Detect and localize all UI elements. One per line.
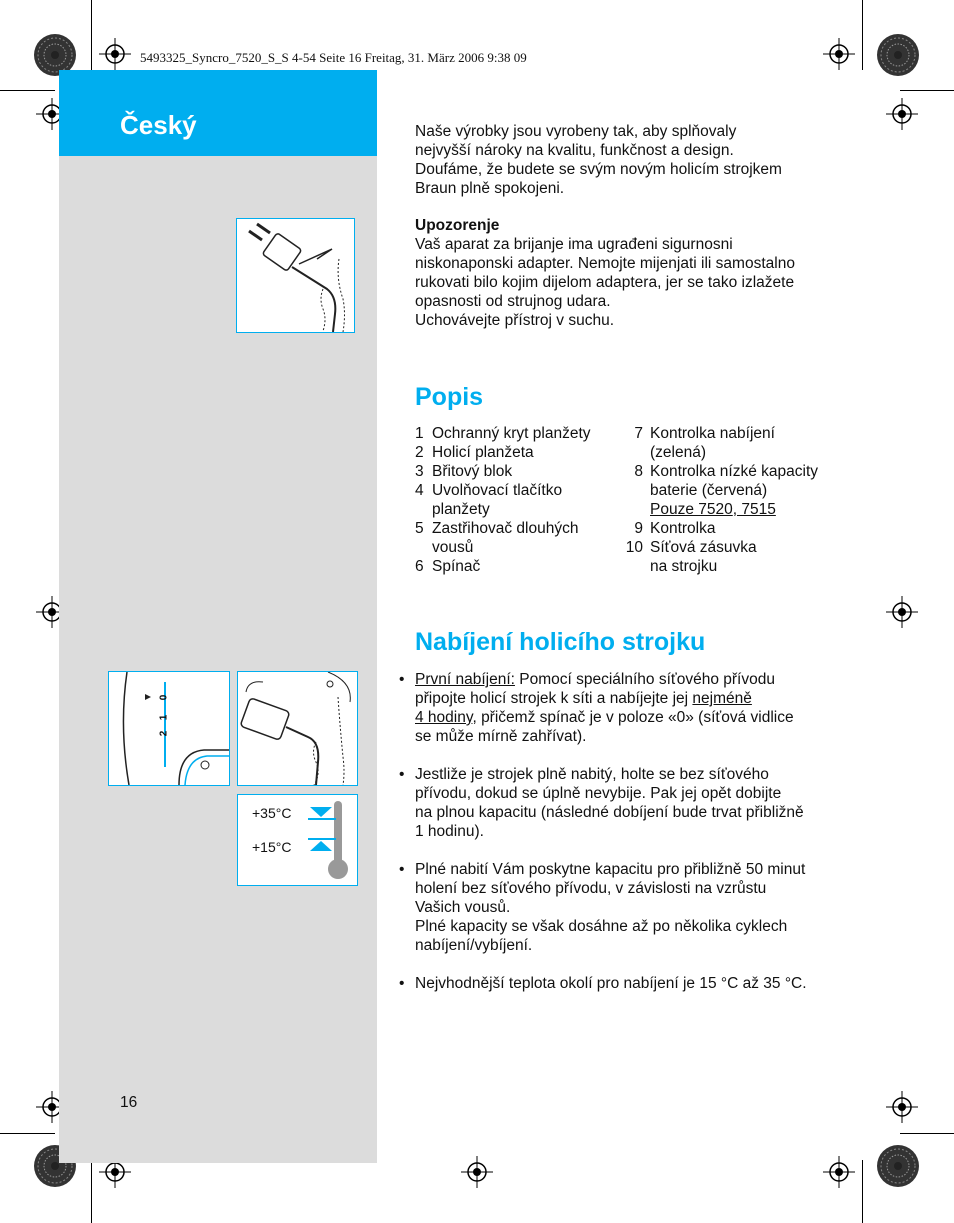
bullet-text: na plnou kapacitu (následné dobíjení bude trvat přibližně [415, 804, 804, 821]
part-number: 10 [625, 539, 643, 556]
parts-list-left [415, 424, 625, 576]
page-number: 16 [120, 1094, 138, 1111]
part-label: baterie (červená) [650, 482, 768, 499]
bullet-text: holení bez síťového přívodu, v závislosti na vzrůstu [415, 880, 767, 897]
part-label: na strojku [650, 558, 718, 575]
bullet-text: Nejvhodnější teplota okolí pro nabíjení je 15 °C až 35 °C. [415, 975, 807, 992]
charging-illustration [237, 671, 358, 786]
part-label: Síťová zásuvka [650, 539, 757, 556]
first-charge-label: První nabíjení: [415, 671, 515, 688]
part-number: 5 [415, 520, 424, 537]
bullet-dot: • [399, 671, 405, 688]
warning-line: Vaš aparat za brijanje ima ugrađeni sigurnosni [415, 236, 733, 253]
intro-line: Doufáme, že budete se svým novým holicím strojkem [415, 161, 782, 178]
switch-mark-1: 1 [158, 714, 170, 721]
part-item [415, 557, 625, 576]
bullet-text: Pomocí speciálního síťového přívodu [514, 671, 775, 688]
switch-mark-0: 0 [158, 694, 170, 701]
intro-line: Naše výrobky jsou vyrobeny tak, aby splňovaly [415, 123, 737, 140]
bullet-text: připojte holicí strojek k síti a nabíjejte jej [415, 690, 693, 707]
print-header: 5493325_Syncro_7520_S_S 4-54 Seite 16 Freitag, 31. März 2006 9:38 09 [140, 50, 527, 65]
part-label: Ochranný kryt planžety [432, 425, 591, 442]
parts-list-right [615, 424, 845, 576]
part-label: Břitový blok [432, 463, 513, 480]
part-item [415, 424, 625, 443]
bullet-text: Jestliže je strojek plně nabitý, holte se bez síťového [415, 766, 769, 783]
bullet-text: 1 hodinu). [415, 823, 484, 840]
temperature-illustration [237, 794, 358, 886]
part-item [415, 462, 625, 481]
socket-plug-icon [238, 672, 357, 785]
part-label: Holicí planžeta [432, 444, 534, 461]
part-label: vousů [432, 539, 474, 556]
warning-line: opasnosti od strujnog udara. [415, 293, 611, 310]
bullet-text: se může mírně zahřívat). [415, 728, 587, 745]
part-item [615, 462, 845, 519]
temp-upper-label: +35°C [252, 805, 292, 821]
part-number: 4 [415, 482, 424, 499]
bullet-text: Vašich vousů. [415, 899, 511, 916]
bullet-dot: • [399, 766, 405, 783]
bullet-text: přívodu, dokud se úplně nevybije. Pak jej opět dobijte [415, 785, 782, 802]
popis-heading: Popis [415, 383, 484, 411]
warning-line: niskonaponski adapter. Nemojte mijenjati ili samostalno [415, 255, 795, 272]
part-label: Kontrolka [650, 520, 716, 537]
model-note-extra: , 7515 [732, 501, 776, 518]
bullet-text: nabíjení/vybíjení. [415, 937, 533, 954]
bullet-dot: • [399, 975, 405, 992]
charging-bullet [399, 765, 849, 841]
warning-heading: Upozorenje [415, 217, 500, 234]
part-number: 2 [415, 444, 424, 461]
model-note [650, 500, 818, 519]
part-number: 8 [634, 463, 643, 480]
thermometer-icon [306, 797, 358, 885]
min-hours-text: nejméně [692, 690, 752, 707]
part-item [415, 481, 625, 519]
bullet-text: Plné kapacity se však dosáhne až po několika cyklech [415, 918, 788, 935]
charging-heading: Nabíjení holicího strojku [415, 628, 706, 656]
part-number: 1 [415, 425, 424, 442]
part-label: Kontrolka nízké kapacity [650, 463, 819, 480]
intro-line: nejvyšší nároky na kvalitu, funkčnost a design. [415, 142, 734, 159]
part-label: (zelená) [650, 444, 706, 461]
intro-text [415, 122, 845, 198]
part-label: Kontrolka nabíjení [650, 425, 775, 442]
language-band [59, 70, 377, 156]
part-label: planžety [432, 501, 490, 518]
charging-bullet [399, 670, 849, 746]
part-number: 3 [415, 463, 424, 480]
bullet-dot: • [399, 861, 405, 878]
part-label: Zastřihovač dlouhých [432, 520, 579, 537]
switch-mark-2: 2 [158, 730, 170, 737]
model-note-main: Pouze 7520 [650, 501, 733, 518]
charging-section [399, 670, 849, 993]
warning-line: Uchovávejte přístroj v suchu. [415, 312, 615, 329]
bullet-text: , přičemž spínač je v poloze «0» (síťová vidlice [472, 709, 794, 726]
intro-line: Braun plně spokojeni. [415, 180, 565, 197]
plug-illustration [236, 218, 355, 333]
switch-illustration [108, 671, 230, 786]
charging-bullet [399, 860, 849, 955]
part-item [615, 538, 845, 576]
part-item [615, 424, 845, 462]
part-item [415, 519, 625, 557]
part-number: 6 [415, 558, 424, 575]
part-number: 9 [634, 520, 643, 537]
plug-icon [237, 219, 354, 332]
part-item [615, 519, 845, 538]
temp-lower-label: +15°C [252, 839, 292, 855]
language-title: Český [120, 110, 197, 140]
min-hours-text: 4 hodiny [415, 709, 473, 726]
part-label: Uvolňovací tlačítko [432, 482, 563, 499]
part-item [415, 443, 625, 462]
part-label: Spínač [432, 558, 481, 575]
charging-bullet [399, 974, 849, 993]
warning-line: rukovati bilo kojim dijelom adaptera, jer se tako izlažete [415, 274, 795, 291]
bullet-text: Plné nabití Vám poskytne kapacitu pro přibližně 50 minut [415, 861, 806, 878]
warning-section [415, 216, 845, 330]
part-number: 7 [634, 425, 643, 442]
